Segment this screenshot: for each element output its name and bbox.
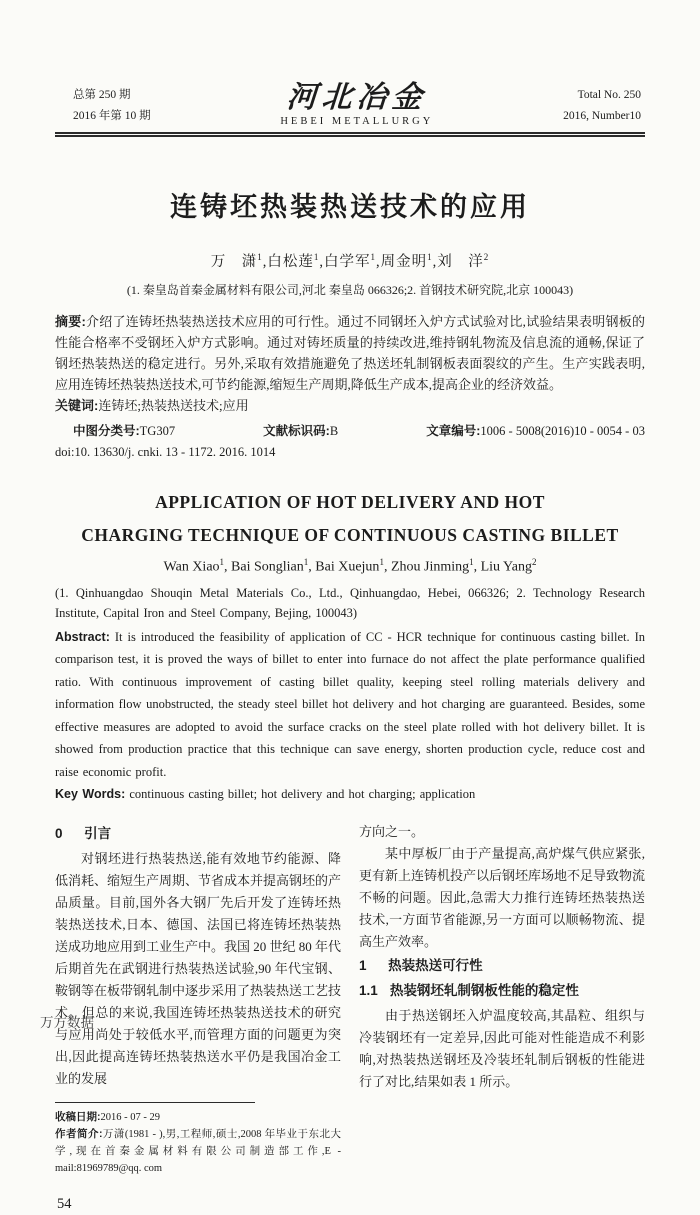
footnote-divider	[55, 1102, 255, 1103]
author-name: ,周金明	[376, 254, 428, 270]
author-affil-mark: 1	[313, 252, 320, 263]
keywords-cn	[55, 395, 645, 416]
abstract-en-label: Abstract:	[55, 629, 110, 644]
issue-total-cn: 总第 250 期	[73, 89, 131, 101]
author-bio	[55, 1126, 341, 1177]
author-name: ,白松莲	[262, 254, 314, 270]
author-name: 万 潇	[210, 254, 258, 270]
author-affil-mark: 2	[483, 252, 490, 263]
section-number: 1.1	[359, 982, 378, 998]
authors-cn	[55, 250, 645, 271]
page-number: 54	[57, 1195, 72, 1212]
keywords-en-label: Key Words:	[55, 787, 126, 802]
title-en-line1: APPLICATION OF HOT DELIVERY AND HOT	[155, 492, 545, 512]
author-affil-mark: 1	[370, 252, 376, 263]
section-number: 1	[359, 957, 367, 973]
left-column	[55, 821, 341, 1215]
wanfang-watermark: 万方数据	[40, 1015, 94, 1030]
section-heading-0	[55, 823, 341, 845]
author-affil-mark: 1	[257, 252, 263, 263]
author-name-en: , Bai Songlian	[224, 559, 304, 575]
author-affil-mark: 1	[427, 252, 433, 263]
clc-label: 中图分类号:	[73, 424, 140, 438]
author-affil-mark: 1	[219, 557, 225, 567]
author-affil-mark: 1	[303, 557, 309, 567]
issue-info-left	[55, 85, 151, 127]
page-content	[55, 0, 645, 1215]
author-name-en: Wan Xiao	[163, 559, 220, 575]
affiliation-en: (1. Qinhuangdao Shouqin Metal Materials Co., Ltd., Qinhuangdao, Hebei, 066326; 2. Technology Research Institute, Capital Iron and Steel Company, Bejing, 100043)	[55, 585, 645, 620]
section-number: 0	[55, 825, 63, 841]
author-name-en: , Zhou Jinming	[383, 559, 470, 575]
author-bio-label: 作者简介:	[55, 1127, 103, 1140]
journal-title-cn: 河北冶金	[285, 81, 428, 114]
doc-code-value: B	[329, 424, 339, 438]
issue-total-en: Total No. 250	[577, 89, 641, 101]
author-affil-mark: 2	[531, 557, 537, 567]
received-date-label: 收稿日期:	[55, 1110, 101, 1123]
section-heading-1	[359, 955, 645, 977]
article-body	[55, 821, 645, 1215]
issue-number-cn: 2016 年第 10 期	[73, 110, 151, 122]
received-date-value: 2016 - 07 - 29	[100, 1111, 160, 1123]
journal-masthead	[151, 72, 563, 127]
clc-value: TG307	[139, 424, 176, 438]
section-title: 引言	[84, 825, 112, 841]
body-paragraph-continued: 方向之一。	[359, 823, 425, 839]
author-name: ,刘 洋	[432, 254, 484, 270]
section-heading-1-1	[359, 980, 645, 1002]
journal-title-en: HEBEI METALLURGY	[280, 116, 434, 127]
keywords-en-text: continuous casting billet; hot delivery and hot charging; application	[129, 787, 476, 802]
author-bio-text: 万潇(1981 - ),男,工程师,硕士,2008 年毕业于东北大学,现在首秦金属材料有限公司制造部工作,E - mail:81969789@qq. com	[55, 1128, 341, 1174]
article-title-en	[55, 486, 645, 552]
authors-en	[55, 557, 645, 576]
article-id-value: 1006 - 5008(2016)10 - 0054 - 03	[480, 424, 645, 438]
keywords-cn-label: 关键词:	[55, 398, 99, 413]
abstract-cn	[55, 311, 645, 395]
author-name-en: , Bai Xuejun	[308, 559, 380, 575]
section-title: 热装钢坯轧制钢板性能的稳定性	[389, 982, 579, 998]
footnote	[55, 1102, 341, 1215]
author-name-en: , Liu Yang	[473, 559, 532, 575]
author-affil-mark: 1	[379, 557, 384, 567]
body-paragraph: 由于热送钢坯入炉温度较高,其晶粒、组织与冷装钢坯有一定差异,因此可能对性能造成不利影响,对热装热送钢坯及冷装坯轧制后钢板的性能进行了对比,结果如表 1 所示。	[359, 1007, 645, 1089]
journal-header	[55, 0, 645, 127]
affiliation-cn: (1. 秦皇岛首秦金属材料有限公司,河北 秦皇岛 066326;2. 首钢技术研究院,北京 100043)	[126, 283, 574, 297]
keywords-en	[55, 783, 645, 806]
article-id	[426, 421, 645, 439]
doi: doi:10. 13630/j. cnki. 13 - 1172. 2016. 1014	[55, 445, 276, 459]
clc-number	[55, 421, 175, 439]
author-name: ,白学军	[319, 254, 371, 270]
right-column	[359, 821, 645, 1215]
issue-info-right	[563, 85, 645, 127]
abstract-en-text: It is introduced the feasibility of application of CC - HCR technique for continuous casting billet. In comparison test, it is proved the ways of billet to enter into furnace do not affect the plate performance qualified ratio. With continuous improvement of casting billet quality, keeping steel rolling materials delivery and information flow unobstructed, the steady steel billet hot delivery and hot charging are guaranteed. Besides, some effective measures are adopted to avoid the surface cracks on the steel plate rolled with hot delivery billet. It is showed from production practice that this technique can save energy, shorten production cycle, reduce cost and raise economic profit.	[55, 629, 646, 779]
abstract-cn-text: 介绍了连铸坯热装热送技术应用的可行性。通过不同钢坯入炉方式试验对比,试验结果表明钢板的性能合格率不受钢坯入炉方式影响。通过对铸坯质量的持续改进,维持钢轧物流及信息流的通畅,保证了钢坯热装热送的稳定进行。另外,采取有效措施避免了热送坯轧制钢板表面裂纹的产生。生产实践表明,应用连铸坯热装热送技术,可节约能源,缩短生产周期,降低生产成本,提高企业的经济效益。	[55, 314, 645, 392]
keywords-cn-text: 连铸坯;热装热送技术;应用	[98, 398, 249, 413]
abstract-cn-label: 摘要:	[55, 314, 86, 329]
article-title-cn: 连铸坯热装热送技术的应用	[170, 192, 530, 222]
issue-number-en: 2016, Number10	[563, 110, 641, 122]
article-meta-row	[55, 421, 645, 439]
received-date	[55, 1109, 341, 1126]
section-title: 热装热送可行性	[388, 957, 483, 973]
document-code	[263, 421, 338, 439]
body-paragraph: 某中厚板厂由于产量提高,高炉煤气供应紧张,更有新上连铸机投产以后钢坯库场地不足导致物流不畅的问题。因此,急需大力推行连铸坯热装热送技术,一方面节省能源,另一方面可以顺畅物流、提高生产效率。	[359, 845, 646, 949]
article-id-label: 文章编号:	[426, 424, 481, 438]
header-divider	[55, 132, 645, 137]
title-en-line2: CHARGING TECHNIQUE OF CONTINUOUS CASTING BILLET	[81, 525, 619, 545]
abstract-en	[55, 626, 645, 784]
body-paragraph: 对钢坯进行热装热送,能有效地节约能源、降低消耗、缩短生产周期、节省成本并提高钢坯的产品质量。目前,国外各大钢厂先后开发了连铸坯热装热送技术,日本、德国、法国已将连铸坯热装热送成功地应用到工业生产中。我国 20 世纪 80 年代后期首先在武钢进行热装热送试验,90 年代宝钢、鞍钢等在板带钢轧制中逐步采用了热装热送工艺技术。但总的来说,我国连铸坯热装热送技术的研究与应用尚处于较低水平,而管理方面的问题更为突出,因此提高连铸坯热装热送水平仍是我国冶金工业的发展	[55, 850, 342, 1086]
doc-code-label: 文献标识码:	[263, 424, 330, 438]
author-affil-mark: 1	[469, 557, 474, 567]
